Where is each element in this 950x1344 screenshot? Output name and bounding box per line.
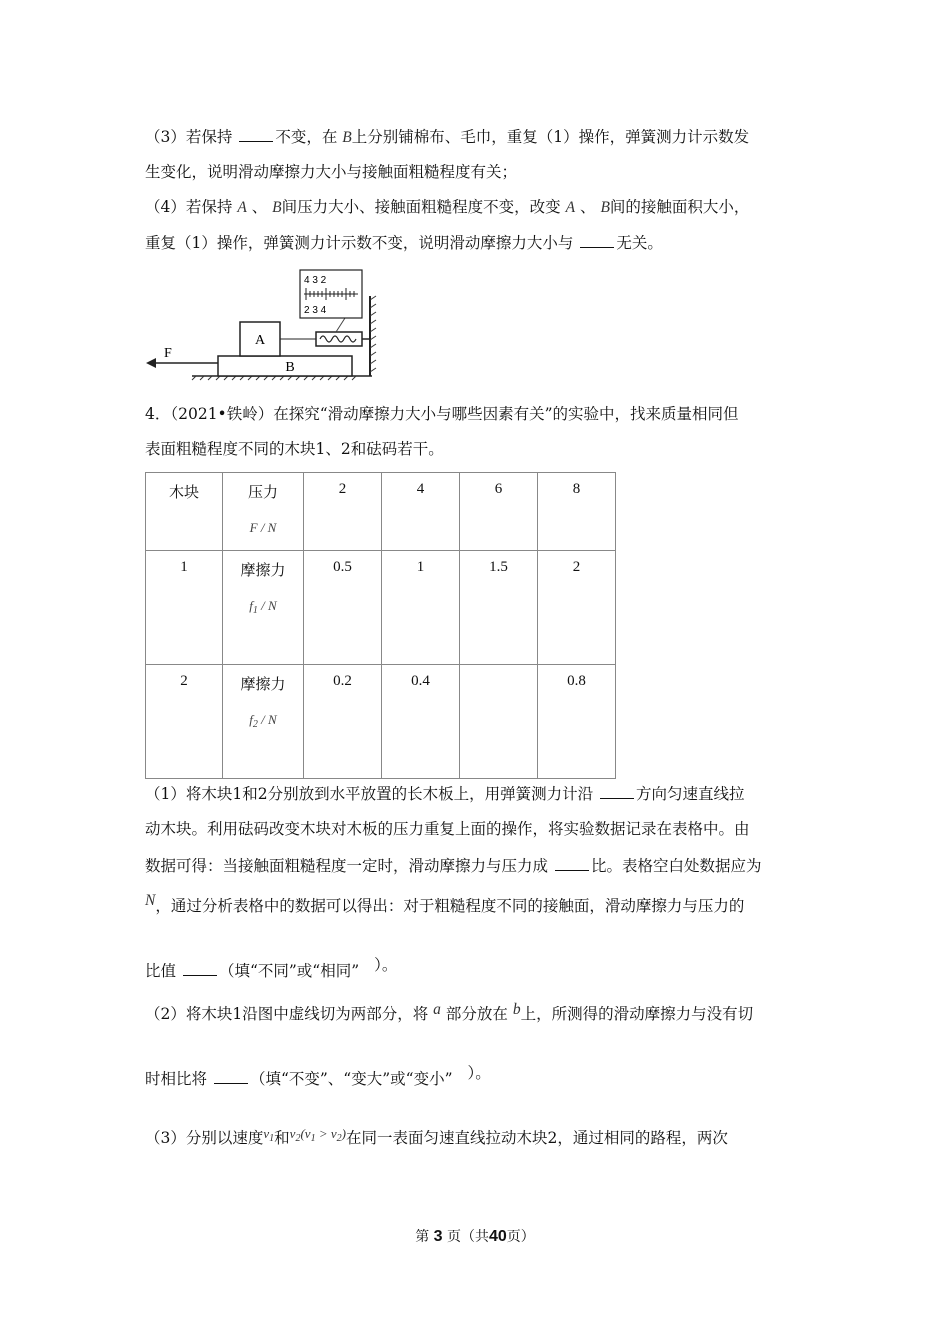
table-row	[146, 665, 616, 779]
friction-apparatus-figure	[140, 266, 380, 382]
v: v	[330, 1126, 337, 1141]
table-cell	[304, 665, 382, 779]
table-cell	[146, 665, 223, 779]
text: 方向匀速直线拉	[636, 785, 745, 803]
answer-blank[interactable]	[580, 233, 614, 248]
unit-sub: 2	[252, 719, 258, 730]
q4-intro-line2	[145, 438, 444, 460]
q4-p1-line3	[145, 855, 761, 877]
unit-N: N	[145, 892, 156, 909]
header-value: 4	[416, 481, 425, 497]
unit-sub: 1	[252, 605, 258, 616]
q4-p2-line2	[145, 1064, 491, 1090]
table-cell	[304, 473, 382, 551]
var-a: a	[433, 1001, 441, 1018]
q4-p1-line1	[145, 783, 745, 805]
text: （填“不变”、“变大”或“变小”	[249, 1070, 453, 1088]
text: 、	[580, 198, 596, 216]
unit-var: f	[249, 598, 253, 613]
q4-p3-line1	[145, 1127, 728, 1155]
sub: 1	[310, 1133, 316, 1144]
unit-rest: / N	[257, 712, 277, 727]
text: ）。	[374, 956, 398, 974]
text: ，通过分析表格中的数据可以得出：对于粗糙程度不同的接触面，滑动摩擦力与压力的	[155, 897, 745, 915]
q3-part4-line2	[145, 232, 663, 254]
table-cell	[538, 665, 616, 779]
answer-blank[interactable]	[183, 961, 217, 976]
friction-value: 0.8	[567, 673, 586, 689]
text: 重复（1）操作，弹簧测力计示数不变，说明滑动摩擦力大小与	[145, 234, 574, 252]
spring-scale-body	[316, 332, 362, 346]
text: 和	[274, 1129, 290, 1147]
label-B: B	[285, 360, 295, 375]
sub: 2	[295, 1133, 301, 1144]
scale-numbers-top: 4 3 2	[304, 275, 327, 286]
velocity-v2-condition: v2(v1 > v2)	[289, 1126, 346, 1144]
table-cell	[382, 473, 460, 551]
text: 动木块。利用砝码改变木块对木板的压力重复上面的操作，将实验数据记录在表格中。由	[145, 820, 750, 838]
v: v	[263, 1126, 270, 1141]
page-number: 3	[433, 1228, 443, 1245]
scale-numbers-bottom: 2 3 4	[304, 305, 327, 316]
text: 上分别铺棉布、毛巾，重复（1）操作，弹簧测力计示数发	[351, 128, 750, 146]
block-id: 2	[180, 673, 188, 689]
data-table	[145, 472, 616, 779]
var-B: B	[342, 129, 352, 146]
footer-text: 页（共	[447, 1229, 489, 1245]
friction-unit	[223, 598, 303, 616]
text: （4）若保持	[145, 198, 233, 216]
q4-intro-line1	[145, 403, 739, 425]
friction-unit	[223, 712, 303, 730]
header-value: 2	[338, 481, 347, 497]
table-cell	[223, 473, 304, 551]
footer-text: 页）	[506, 1229, 535, 1245]
unit-var: f	[249, 712, 253, 727]
var-B: B	[272, 199, 282, 216]
v: v	[304, 1126, 311, 1141]
friction-value: 2	[572, 559, 581, 575]
callout-line	[336, 318, 345, 332]
text: 数据可得：当接触面粗糙程度一定时，滑动摩擦力与压力成	[145, 857, 549, 875]
table-cell	[223, 551, 304, 665]
table-cell	[538, 473, 616, 551]
text: （2）将木块1沿图中虚线切为两部分，将	[145, 1005, 429, 1023]
v: v	[289, 1126, 296, 1141]
text: 4．（2021•铁岭）在探究“滑动摩擦力大小与哪些因素有关”的实验中，找来质量相同但	[145, 405, 739, 423]
answer-blank[interactable]	[239, 127, 273, 142]
table-cell	[382, 551, 460, 665]
answer-blank[interactable]	[555, 856, 589, 871]
q3-part4-line1	[145, 196, 749, 219]
header-value: 6	[494, 481, 503, 497]
page-footer	[0, 1226, 950, 1246]
q4-p2-line1	[145, 1003, 753, 1026]
table-row	[146, 551, 616, 665]
header-value: 8	[572, 481, 581, 497]
friction-value: 1	[416, 559, 425, 575]
text: 间压力大小、接触面粗糙程度不变，改变	[281, 198, 561, 216]
text: ）。	[467, 1064, 491, 1082]
label-F: F	[164, 346, 172, 361]
q4-p1-line5	[145, 956, 398, 982]
header-pressure-unit: F / N	[249, 520, 277, 535]
text: 间的接触面积大小，	[609, 198, 750, 216]
unit-rest: / N	[257, 598, 277, 613]
friction-value: 0.2	[333, 673, 352, 689]
velocity-v1	[263, 1126, 275, 1144]
text: 表面粗糙程度不同的木块1、2和砝码若干。	[145, 440, 444, 458]
table-cell	[304, 551, 382, 665]
friction-label: 摩擦力	[240, 677, 286, 693]
gt: >	[315, 1126, 331, 1141]
text: 部分放在	[445, 1005, 508, 1023]
q4-p1-line2	[145, 818, 750, 840]
q3-part3-line1	[145, 126, 749, 149]
q3-part3-line2	[145, 161, 517, 183]
text: 在同一表面匀速直线拉动木块2，通过相同的路程，两次	[345, 1129, 728, 1147]
text: 上，所测得的滑动摩擦力与没有切	[520, 1005, 754, 1023]
header-block: 木块	[168, 485, 199, 501]
answer-blank[interactable]	[600, 784, 634, 799]
var-B: B	[600, 199, 610, 216]
sub: 1	[269, 1133, 275, 1144]
friction-value	[460, 665, 537, 673]
sub: 2	[336, 1133, 342, 1144]
text: 不变，在	[275, 128, 338, 146]
footer-text: 第	[415, 1229, 430, 1245]
var-b: b	[512, 1001, 521, 1018]
table-cell	[460, 551, 538, 665]
friction-value: 0.4	[411, 673, 430, 689]
text: （3）分别以速度	[145, 1129, 264, 1147]
text: 、	[251, 198, 268, 216]
text: 无关。	[616, 234, 663, 252]
table-cell	[460, 473, 538, 551]
text: 生变化，说明滑动摩擦力大小与接触面粗糙程度有关；	[145, 163, 518, 181]
block-id: 1	[180, 559, 188, 575]
text: （1）将木块1和2分别放到水平放置的长木板上，用弹簧测力计沿	[145, 785, 594, 803]
header-pressure: 压力	[247, 485, 278, 501]
friction-value: 0.5	[333, 559, 352, 575]
label-A: A	[254, 333, 266, 348]
q4-p1-line4	[145, 892, 745, 918]
table-cell	[223, 665, 304, 779]
table-cell-blank[interactable]	[460, 665, 538, 779]
friction-label: 摩擦力	[240, 563, 286, 579]
table-cell	[146, 473, 223, 551]
text: 时相比将	[145, 1070, 208, 1088]
text: （填“不同”或“相同”	[218, 962, 360, 980]
table-cell	[382, 665, 460, 779]
table-header-row	[146, 473, 616, 551]
text: （3）若保持	[145, 128, 233, 146]
table-cell	[146, 551, 223, 665]
var-A: A	[565, 199, 576, 216]
answer-blank[interactable]	[214, 1069, 248, 1084]
arrow-left-icon	[146, 358, 156, 368]
var-A: A	[237, 199, 247, 216]
friction-value: 1.5	[489, 559, 508, 575]
text: 比。表格空白处数据应为	[590, 857, 762, 875]
total-pages: 40	[489, 1228, 507, 1245]
table-cell	[538, 551, 616, 665]
text: 比值	[145, 962, 177, 980]
